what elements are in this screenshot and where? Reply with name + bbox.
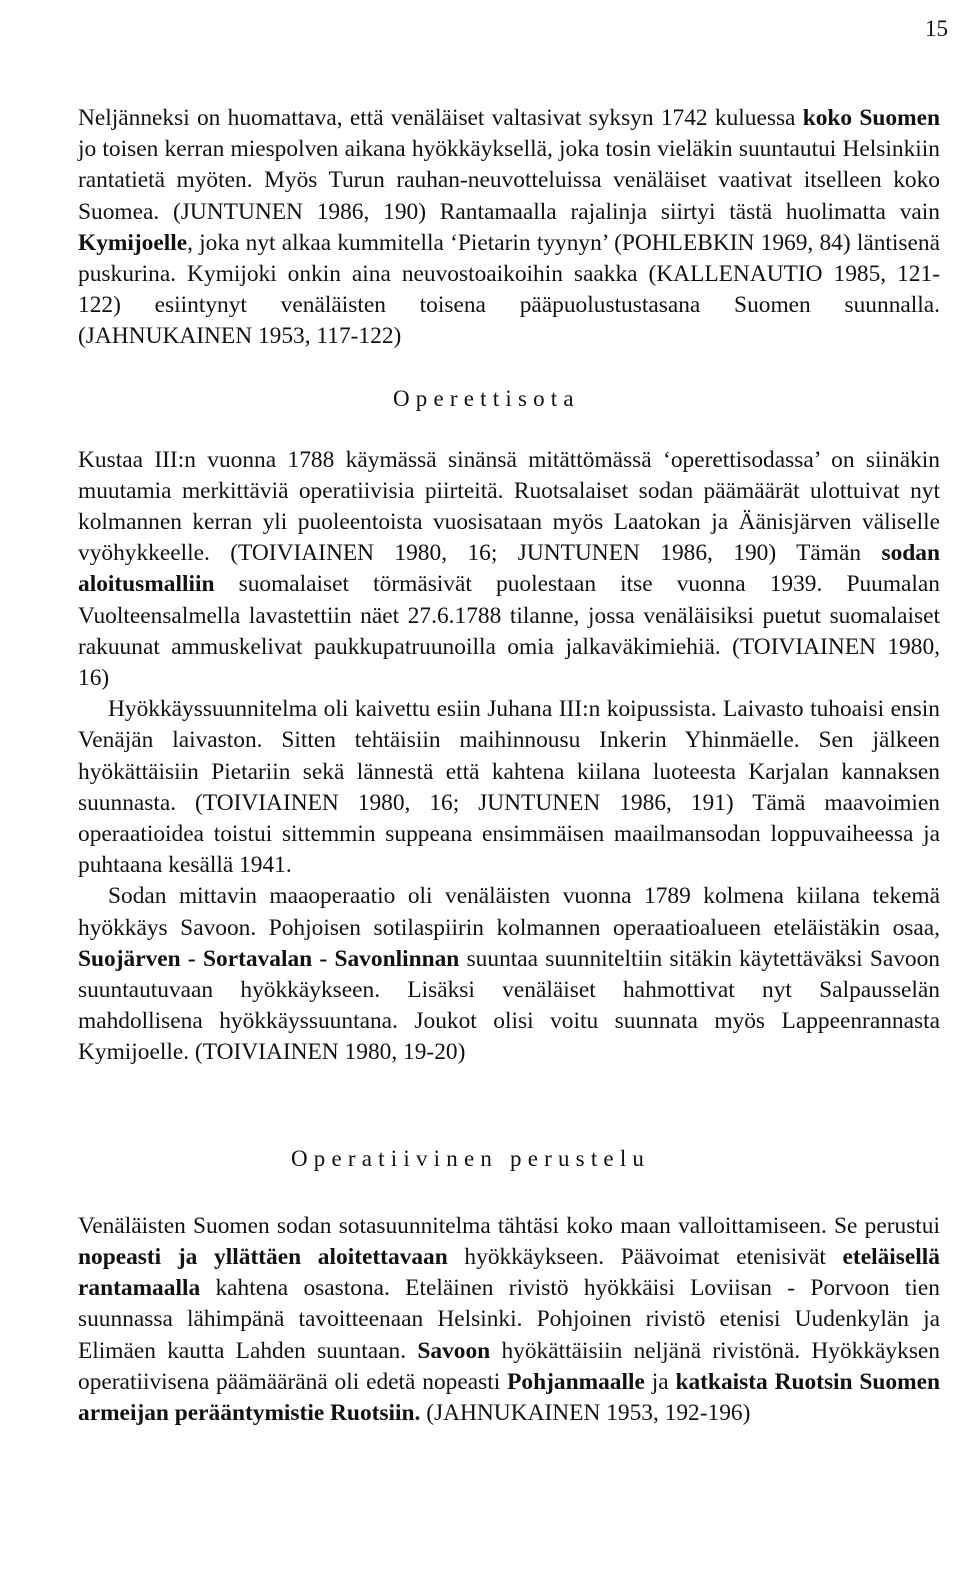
text-run: hyökkäykseen. Päävoimat etenisivät (447, 1243, 843, 1270)
bold-text: Suojärven - Sortavalan - Savonlinnan (78, 945, 460, 972)
bold-text: koko Suomen (802, 105, 940, 131)
text-run: (JAHNUKAINEN 1953, 192-196) (420, 1399, 751, 1426)
text-run: kahtena osastona. Eteläinen rivistö hyökkäisi Loviisan - Porvoon tien suunnassa lähimpänä tavoitteenaan Helsinki. Pohjoinen rivistö etenisi Uudenkylän ja Elimäen kautta Lahden suuntaan. (78, 1275, 940, 1364)
text-run: Kustaa III:n vuonna 1788 käymässä sinänsä mitättömässä ‘operettisodassa’ on siinäkin muutamia merkittäviä operatiivisia piirteitä. Ruotsalaiset sodan päämäärät ulottuivat nyt kolmannen kerran yli puoleentoista vuosisataan myös Laatokan ja Äänisjärven väliselle vyöhykkeelle. (TOIVIAINEN 1980, 16; JUNTUNEN 1986, 190) Tämän (78, 446, 940, 567)
text-run: suuntaa suunniteltiin sitäkin käytettäväksi Savoon suuntautuvaan hyökkäykseen. Lisäksi venäläiset hahmottivat nyt Salpausselän mahdollisena hyökkäyssuuntana. Joukot olisi voitu suunnata myös Lappeenrannasta Kymijoelle. (TOIVIAINEN 1980, 19-20) (78, 945, 941, 1066)
text-run: hyökättäisiin neljänä rivistönä. Hyökkäyksen operatiivisena päämääränä oli edetä nopeasti (78, 1337, 940, 1395)
text-run: Neljänneksi on huomattava, että venäläiset valtasivat syksyn 1742 kuluessa (78, 105, 803, 131)
paragraph (78, 694, 940, 881)
text-run: Sodan mittavin maaoperaatio oli venäläisten vuonna 1789 kolmena kiilana tekemä hyökkäys Savoon. Pohjoisen sotilaspiirin kolmannen operaatioalueen eteläistäkin osaa, (78, 883, 940, 941)
text-run: ja (644, 1368, 676, 1395)
paragraph (78, 1211, 940, 1429)
bold-text: sodan aloitusmalliin (78, 540, 940, 598)
bold-text: Kymijoelle (78, 229, 188, 256)
paragraph (78, 881, 940, 1068)
text-run: jo toisen kerran miespolven aikana hyökkäyksellä, joka tosin vieläkin suuntautui Helsinkiin rantatietä myöten. Myös Turun rauhan-neuvotteluissa venäläiset vaativat itselleen koko Suomea. (JUNTUNEN 1986, 190) Rantamaalla rajalinja siirtyi tästä huolimatta vain (78, 136, 940, 225)
bold-text: Pohjanmaalle (507, 1368, 645, 1395)
page-content (78, 103, 940, 1429)
section-heading: Operatiivinen perustelu (291, 1145, 651, 1171)
text-run: Hyökkäyssuunnitelma oli kaivettu esiin Juhana III:n koipussista. Laivasto tuhoaisi ensin Venäjän laivaston. Sitten tehtäisiin maihinnousu Inkerin Yhinmäelle. Sen jälkeen hyökättäisiin Pietariin sekä lännestä että kahtena kiilana luoteesta Karjalan kannaksen suunnasta. (TOIVIAINEN 1980, 16; JUNTUNEN 1986, 191) Tämä maavoimien operaatioidea toistui sittemmin suppeana ensimmäisen maailmansodan loppuvaiheessa ja puhtaana kesällä 1941. (78, 696, 940, 879)
bold-text: nopeasti ja yllättäen aloitettavaan (78, 1243, 448, 1270)
bold-text: eteläisellä rantamaalla (78, 1243, 940, 1302)
text-run: , joka nyt alkaa kummitella ‘Pietarin tyynyn’ (POHLEBKIN 1969, 84) läntisenä puskurina. Kymijoki onkin aina neuvostoaikoihin saakka (KALLENAUTIO 1985, 121-122) esiintynyt venäläisten toisena pääpuolustustasana Suomen suunnalla. (JAHNUKAINEN 1953, 117-122) (78, 229, 940, 350)
page-number: 15 (925, 16, 948, 41)
text-run: suomalaiset törmäsivät puolestaan itse vuonna 1939. Puumalan Vuolteensalmella lavastettiin näet 27.6.1788 tilanne, jossa venäläisiksi puetut suomalaiset rakuunat ammuskelivat paukkupatruunoilla omia jalkaväkimiehiä. (TOIVIAINEN 1980, 16) (78, 571, 940, 692)
paragraph (78, 103, 940, 353)
section-heading: Operettisota (393, 385, 580, 411)
text-run: Venäläisten Suomen sodan sotasuunnitelma tähtäsi koko maan valloittamiseen. Se perustui (78, 1212, 940, 1239)
bold-text: Savoon (417, 1337, 491, 1364)
paragraph (78, 445, 940, 695)
bold-text: katkaista Ruotsin Suomen armeijan perääntymistie Ruotsiin. (78, 1368, 941, 1426)
